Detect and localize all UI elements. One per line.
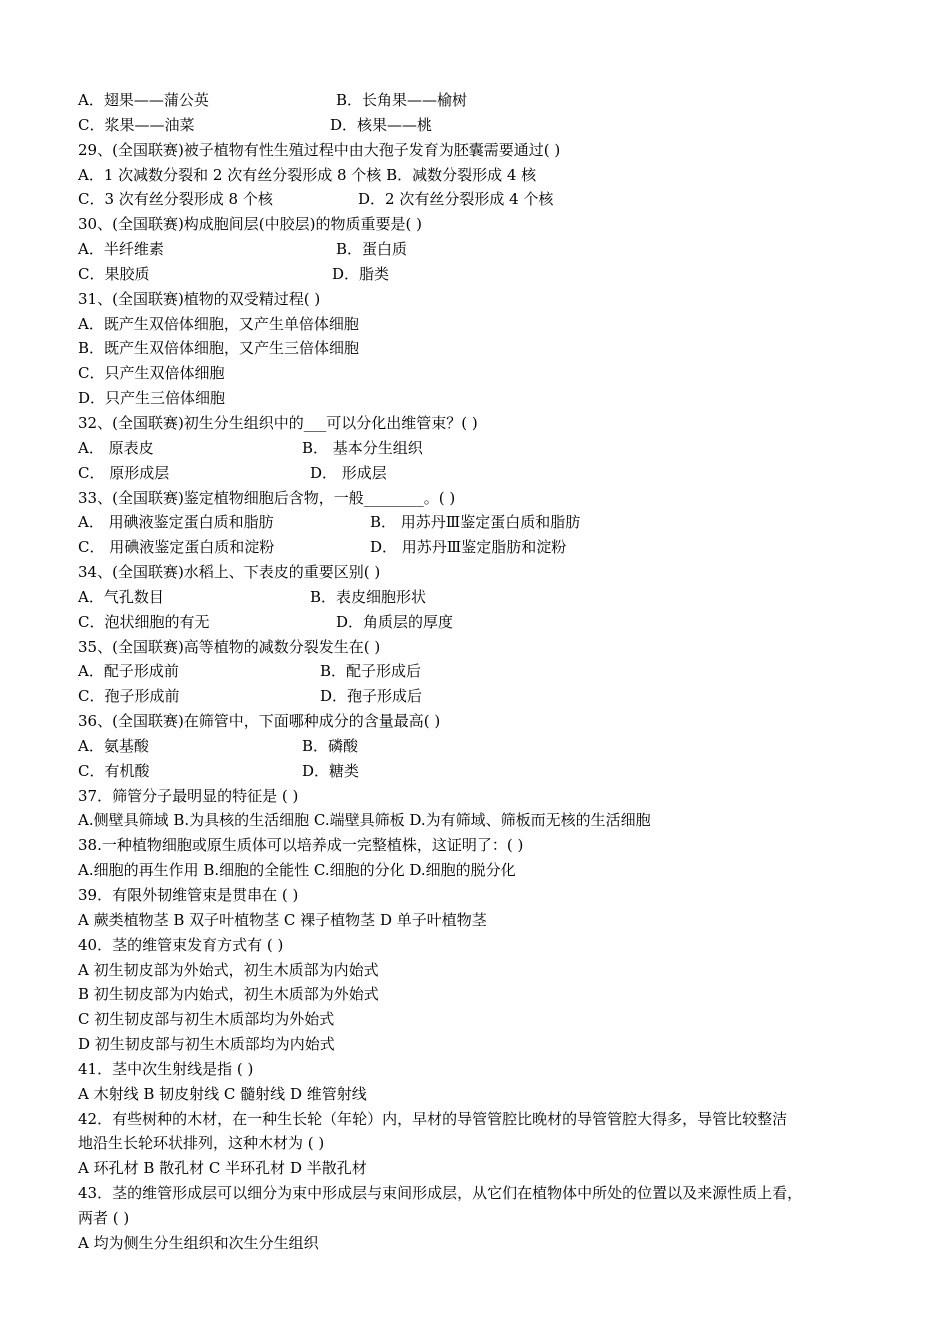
- text-line: [78, 833, 878, 858]
- line-text: C 初生韧皮部与初生木质部均为外始式: [78, 1010, 335, 1029]
- line-text-second-column: B．磷酸: [302, 736, 359, 755]
- line-text-second-column: D．孢子形成后: [320, 687, 423, 706]
- line-text-second-column: B．长角果——榆树: [336, 91, 468, 109]
- text-line: [78, 883, 878, 908]
- text-line: [78, 312, 878, 337]
- text-line: [78, 212, 878, 237]
- line-text: C．果胶质: [78, 264, 150, 283]
- line-text: C． 原形成层: [78, 463, 170, 482]
- line-text-second-column: D．核果——桃: [330, 115, 433, 134]
- line-text: 两者 ( ): [78, 1208, 130, 1227]
- line-text: A.细胞的再生作用 B.细胞的全能性 C.细胞的分化 D.细胞的脱分化: [78, 861, 516, 880]
- text-line: [78, 461, 878, 486]
- text-line: [78, 933, 878, 958]
- text-line: [78, 684, 878, 709]
- line-text: A.侧壁具筛域 B.为具核的生活细胞 C.端壁具筛板 D.为有筛域、筛板而无核的生活细胞: [78, 811, 651, 830]
- line-text: 38.一种植物细胞或原生质体可以培养成一完整植株，这证明了：( ): [78, 836, 524, 855]
- line-text: A 木射线 B 韧皮射线 C 髓射线 D 维管射线: [78, 1084, 367, 1103]
- line-text-second-column: B．配子形成后: [320, 662, 422, 681]
- text-line: [78, 958, 878, 983]
- text-line: [78, 535, 878, 560]
- document-page: [78, 88, 878, 1256]
- text-line: [78, 908, 878, 933]
- text-line: [78, 187, 878, 212]
- line-text: B．既产生双倍体细胞，又产生三倍体细胞: [78, 339, 360, 358]
- text-line: [78, 808, 878, 833]
- line-text: A．气孔数目: [78, 587, 164, 606]
- line-text: 29、(全国联赛)被子植物有性生殖过程中由大孢子发育为胚囊需要通过( ): [78, 140, 561, 159]
- line-text: C．浆果——油菜: [78, 115, 195, 134]
- line-text-second-column: D．脂类: [332, 264, 390, 283]
- text-line: [78, 138, 878, 163]
- line-text: 33、(全国联赛)鉴定植物细胞后含物，一般________。( ): [78, 488, 456, 507]
- text-line: [78, 858, 878, 883]
- text-line: [78, 585, 878, 610]
- line-text: 35、(全国联赛)高等植物的减数分裂发生在( ): [78, 637, 381, 656]
- text-line: [78, 709, 878, 734]
- text-line: [78, 436, 878, 461]
- line-text: A 初生韧皮部为外始式，初生木质部为内始式: [78, 960, 379, 979]
- line-text: 31、(全国联赛)植物的双受精过程( ): [78, 289, 321, 308]
- line-text-second-column: B．表皮细胞形状: [310, 587, 427, 606]
- line-text: 41．茎中次生射线是指 ( ): [78, 1059, 254, 1078]
- line-text: C．孢子形成前: [78, 687, 180, 706]
- text-line: [78, 1156, 878, 1181]
- text-line: [78, 237, 878, 262]
- line-text-second-column: D．糖类: [302, 761, 360, 780]
- line-text: A 均为侧生分生组织和次生分生组织: [78, 1233, 319, 1252]
- line-text: A．翅果——蒲公英: [78, 91, 209, 109]
- line-text: C．3 次有丝分裂形成 8 个核: [78, 190, 273, 209]
- text-line: [78, 1032, 878, 1057]
- line-text: D 初生韧皮部与初生木质部均为内始式: [78, 1035, 335, 1054]
- line-text: A．氨基酸: [78, 736, 149, 755]
- line-text: A． 用碘液鉴定蛋白质和脂肪: [78, 513, 274, 532]
- line-text-second-column: B． 基本分生组织: [302, 438, 423, 457]
- line-text: 42．有些树种的木材，在一种生长轮（年轮）内，早材的导管管腔比晚材的导管管腔大得多，导管比较整洁: [78, 1109, 788, 1128]
- line-text: 30、(全国联赛)构成胞间层(中胶层)的物质重要是( ): [78, 215, 422, 234]
- line-text: A．半纤维素: [78, 240, 164, 259]
- text-line: [78, 163, 878, 188]
- text-line: [78, 759, 878, 784]
- text-line: [78, 659, 878, 684]
- text-line: [78, 486, 878, 511]
- text-line: [78, 287, 878, 312]
- line-text-second-column: D． 用苏丹Ⅲ鉴定脂肪和淀粉: [370, 538, 567, 557]
- text-line: [78, 1131, 878, 1156]
- text-line: [78, 262, 878, 287]
- text-line: [78, 982, 878, 1007]
- line-text: C．只产生双倍体细胞: [78, 364, 225, 383]
- text-line: [78, 734, 878, 759]
- text-line: [78, 560, 878, 585]
- text-line: [78, 1206, 878, 1231]
- line-text: 36、(全国联赛)在筛管中，下面哪种成分的含量最高( ): [78, 712, 441, 731]
- line-text: A 蕨类植物茎 B 双子叶植物茎 C 裸子植物茎 D 单子叶植物茎: [78, 910, 487, 929]
- text-line: [78, 113, 878, 138]
- line-text: A． 原表皮: [78, 438, 154, 457]
- text-line: [78, 610, 878, 635]
- line-text: A．配子形成前: [78, 662, 179, 681]
- text-line: [78, 1107, 878, 1132]
- line-text: D．只产生三倍体细胞: [78, 389, 226, 408]
- line-text: C．有机酸: [78, 761, 150, 780]
- line-text-second-column: D． 形成层: [310, 463, 387, 482]
- text-line: [78, 411, 878, 436]
- text-line: [78, 1181, 878, 1206]
- line-text: 40．茎的维管束发育方式有 ( ): [78, 935, 284, 954]
- line-text: 43．茎的维管形成层可以细分为束中形成层与束间形成层，从它们在植物体中所处的位置以及来源性质上看，: [78, 1184, 803, 1203]
- text-line: [78, 784, 878, 809]
- text-line: [78, 386, 878, 411]
- line-text-second-column: D．角质层的厚度: [336, 612, 454, 631]
- line-text: A．1 次减数分裂和 2 次有丝分裂形成 8 个核 B．减数分裂形成 4 核: [78, 165, 537, 184]
- line-text: A 环孔材 B 散孔材 C 半环孔材 D 半散孔材: [78, 1159, 367, 1178]
- line-text: C． 用碘液鉴定蛋白质和淀粉: [78, 538, 275, 557]
- line-text: 39．有限外韧维管束是贯串在 ( ): [78, 886, 299, 904]
- text-line: [78, 88, 878, 113]
- line-text: 32、(全国联赛)初生分生组织中的___可以分化出维管束？( ): [78, 413, 478, 432]
- text-line: [78, 1007, 878, 1032]
- line-text: 地沿生长轮环状排列，这种木材为 ( ): [78, 1134, 325, 1153]
- text-line: [78, 336, 878, 361]
- line-text-second-column: B． 用苏丹Ⅲ鉴定蛋白质和脂肪: [370, 513, 581, 532]
- text-line: [78, 361, 878, 386]
- text-line: [78, 510, 878, 535]
- text-line: [78, 1231, 878, 1256]
- text-line: [78, 1057, 878, 1082]
- line-text: A．既产生双倍体细胞，又产生单倍体细胞: [78, 314, 359, 333]
- line-text-second-column: D．2 次有丝分裂形成 4 个核: [358, 190, 554, 209]
- line-text: C．泡状细胞的有无: [78, 612, 210, 631]
- text-line: [78, 1082, 878, 1107]
- line-text: 34、(全国联赛)水稻上、下表皮的重要区别( ): [78, 563, 381, 582]
- line-text-second-column: B．蛋白质: [336, 240, 408, 259]
- text-line: [78, 635, 878, 660]
- line-text: B 初生韧皮部为内始式，初生木质部为外始式: [78, 985, 379, 1004]
- line-text: 37．筛管分子最明显的特征是 ( ): [78, 786, 299, 805]
